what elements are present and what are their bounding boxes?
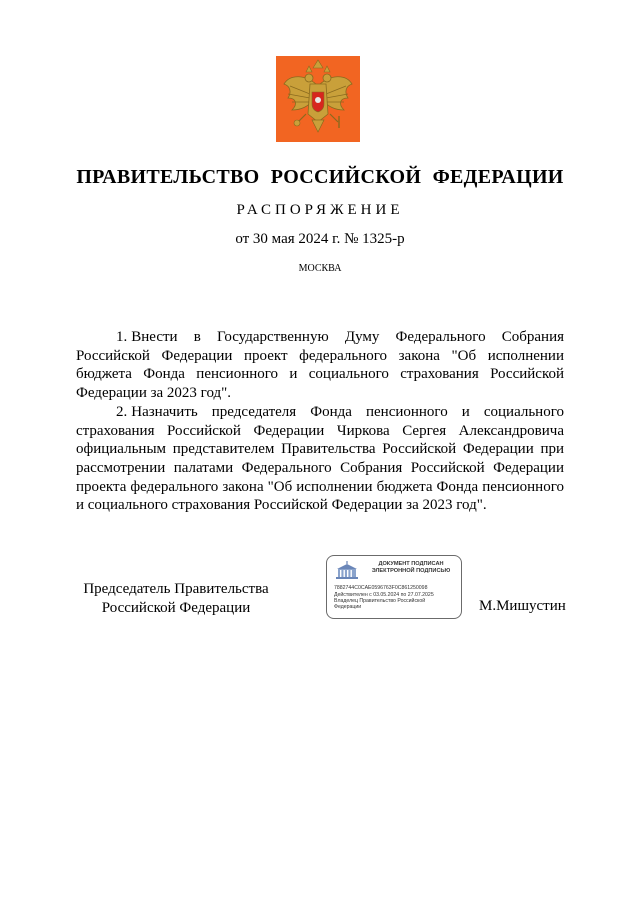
government-title: ПРАВИТЕЛЬСТВО РОССИЙСКОЙ ФЕДЕРАЦИИ <box>76 166 564 188</box>
order-item <box>76 328 564 403</box>
stamp-heading <box>363 561 459 575</box>
item-text: Внести в Государственную Думу Федерального Собрания Российской Федерации проект федерального закона "Об исполнении бюджета Фонда пенсионного и социального страхования Российской Федерации за 2023 год". <box>76 329 564 402</box>
item-number: 2. <box>116 403 128 420</box>
signer-position <box>78 580 274 618</box>
certificate-owner-line: Федерации <box>334 604 362 610</box>
government-building-icon <box>334 561 360 581</box>
stamp-heading-line: ЭЛЕКТРОННОЙ ПОДПИСЬЮ <box>371 568 451 574</box>
russian-coat-of-arms-icon <box>276 56 360 142</box>
certificate-owner <box>334 598 458 610</box>
item-number: 1. <box>116 329 128 345</box>
coat-of-arms-emblem <box>276 56 360 142</box>
electronic-signature-stamp <box>326 555 462 619</box>
signer-position-line: Российской Федерации <box>101 600 251 616</box>
certificate-serial: 7882744C0CAE0596763F0C861250098 <box>334 585 428 591</box>
order-item <box>76 403 564 515</box>
item-text: Назначить председателя Фонда пенсионного и социального страхования Российской Федерации Чиркова Сергея Александровича официальным представителем Правительства Российской Федерации при рассмотрении палатами Федерального Собрания Российской Федерации проекта федерального закона "Об исполнении бюджета Фонда пенсионного и социального страхования Российской Федерации за 2023 год". <box>76 403 564 514</box>
city: МОСКВА <box>298 263 342 274</box>
stamp-heading-line: ДОКУМЕНТ ПОДПИСАН <box>378 561 444 567</box>
document-type: РАСПОРЯЖЕНИЕ <box>236 202 404 218</box>
signer-name: М.Мишустин <box>479 598 566 614</box>
certificate-validity: Действителен с 03.05.2024 по 27.07.2025 <box>334 592 434 598</box>
order-body <box>76 328 564 515</box>
signer-position-line: Председатель Правительства <box>83 581 269 597</box>
certificate-owner-line: Владелец Правительство Российской <box>334 598 426 604</box>
document-date-number: от 30 мая 2024 г. № 1325-р <box>235 231 405 247</box>
